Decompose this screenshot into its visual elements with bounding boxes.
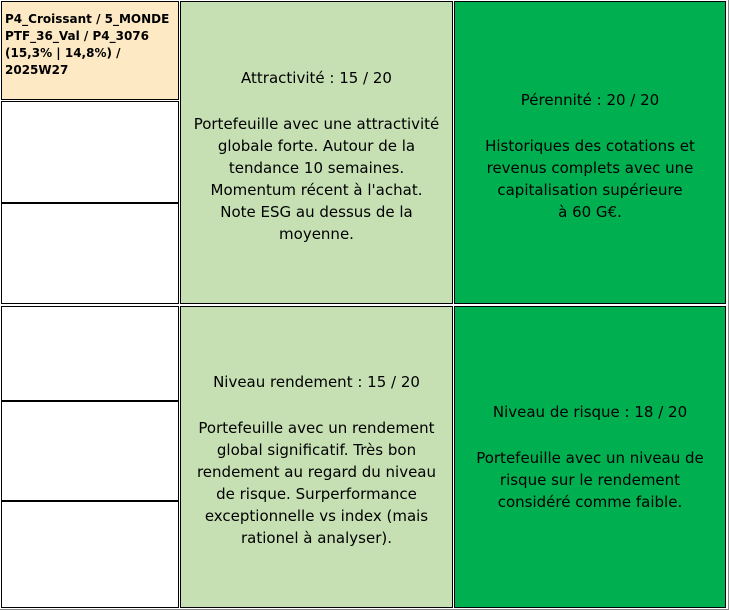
perennite-panel (454, 1, 726, 304)
attractivite-panel (180, 1, 453, 304)
empty-cell-2 (1, 203, 179, 304)
perennite-description: Historiques des cotations et revenus complets avec une capitalisation supérieure à 60 G€. (485, 136, 695, 221)
perennite-title: Pérennité : 20 / 20 (520, 90, 660, 109)
risque-panel (454, 306, 726, 608)
attractivite-description: Portefeuille avec une attractivité globale forte. Autour de la tendance 10 semaines. Momentum récent à l'achat. Note ESG au dessus de la moyenne. (193, 114, 440, 243)
empty-cell-1 (1, 101, 179, 203)
attractivite-title: Attractivité : 15 / 20 (241, 68, 392, 87)
portfolio-header-label: P4_Croissant / 5_MONDE PTF_36_Val / P4_3076 (15,3% | 14,8%) / 2025W27 (5, 12, 170, 77)
portfolio-header-cell (1, 1, 179, 100)
empty-cell-4 (1, 401, 179, 501)
rendement-title: Niveau rendement : 15 / 20 (213, 373, 420, 391)
risque-description: Portefeuille avec un niveau de risque sur le rendement considéré comme faible. (476, 449, 704, 511)
empty-cell-5 (1, 501, 179, 608)
risque-title: Niveau de risque : 18 / 20 (492, 403, 688, 421)
empty-cell-3 (1, 306, 179, 401)
rendement-panel (180, 306, 453, 608)
rendement-description: Portefeuille avec un rendement global significatif. Très bon rendement au regard du niveau de risque. Surperformance exceptionnelle vs index (mais rationel à analyser). (196, 419, 437, 547)
